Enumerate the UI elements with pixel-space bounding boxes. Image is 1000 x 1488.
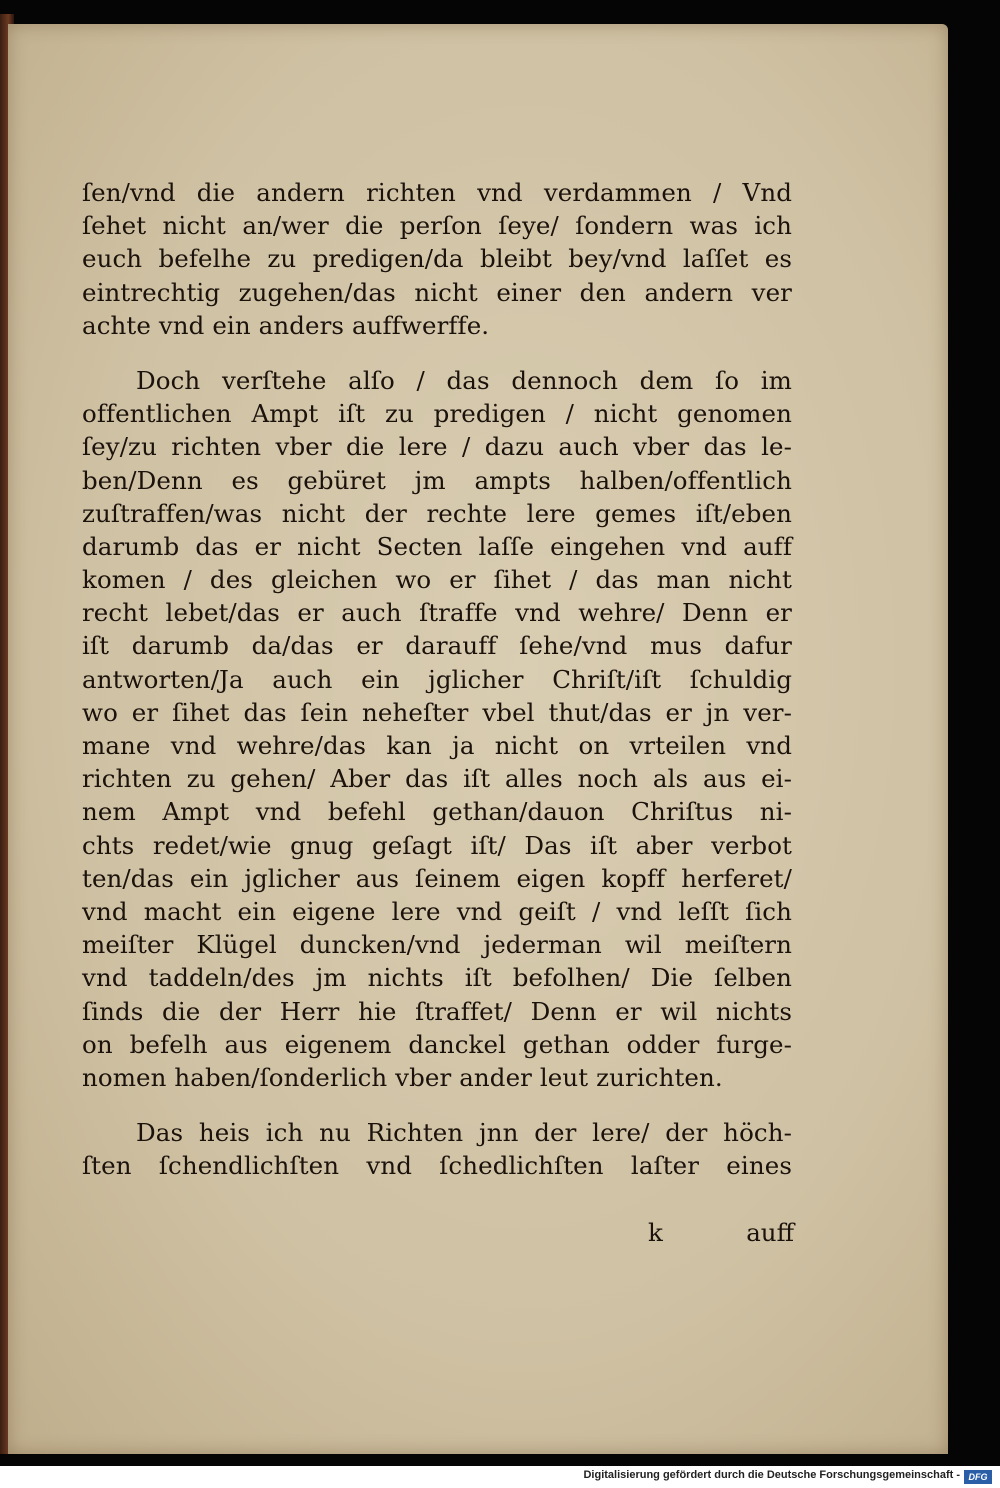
text-line: mane vnd wehre/das kan ja nicht on vrteilen vnd [82,731,792,760]
page-text [82,176,792,1182]
dfg-logo-icon: DFG [964,1470,992,1484]
text-line: richten zu gehen/ Aber das iſt alles noch als aus ei- [82,764,792,794]
text-line: wo er ſihet das ſein neheſter vbel thut/das er jn ver- [82,697,792,727]
text-line: ſey/zu richten vber die lere / dazu auch vber das le- [82,432,792,462]
text-line: komen / des gleichen wo er ſihet / das man nicht [82,565,792,595]
text-line: chts redet/wie gnug geſagt iſt/ Das iſt aber verbot [82,830,792,860]
signature-mark: k [648,1218,663,1247]
text-line: euch befelhe zu predigen/da bleibt bey/vnd laſſet es [82,244,792,274]
catchword: auff [746,1218,794,1247]
catchline [648,1216,794,1250]
text-line: recht lebet/das er auch ſtraffe vnd wehre/ Denn er [82,598,792,628]
text-line: achte vnd ein anders auffwerffe. [82,310,490,340]
text-line: ſinds die der Herr hie ſtraffet/ Denn er wil nichts [82,996,792,1026]
text-line: on befelh aus eigenem danckel gethan odder furge- [82,1029,792,1059]
text-line: meiſter Klügel duncken/vnd jederman wil meiſtern [82,930,792,960]
text-line: Doch verſtehe alſo / das dennoch dem ſo im [136,365,792,395]
text-line: offentlichen Ampt iſt zu predigen / nicht genomen [82,399,792,429]
text-line: nomen haben/ſonderlich vber ander leut zurichten. [82,1062,723,1092]
paragraph-1 [82,176,792,342]
text-line: vnd taddeln/des jm nichts iſt befolhen/ Die ſelben [82,963,792,993]
text-line: ben/Denn es gebüret jm ampts halben/offentlich [82,465,792,495]
text-line: vnd macht ein eigene lere vnd geiſt / vnd leſſt ſich [82,896,792,926]
text-line: ſten ſchendlichſten vnd ſchedlichſten laſter eines [82,1151,792,1181]
text-line: eintrechtig zugehen/das nicht einer den andern ver [82,277,792,307]
text-line: iſt darumb da/das er darauff ſehe/vnd mus dafur [82,631,792,661]
text-line: ſehet nicht an/wer die perſon ſeye/ ſondern was ich [82,211,792,241]
text-line: zuſtraffen/was nicht der rechte lere gemes iſt/eben [82,498,792,528]
text-line: antworten/Ja auch ein jglicher Chriſt/iſt ſchuldig [82,664,792,694]
footer-credit: Digitalisierung gefördert durch die Deutsche Forschungsgemeinschaft - [583,1469,960,1481]
text-line: darumb das er nicht Secten laſſe eingehen vnd auff [82,531,792,561]
paragraph-3 [82,1116,792,1182]
text-line: ſen/vnd die andern richten vnd verdammen / Vnd [82,178,792,207]
text-line: nem Ampt vnd befehl gethan/dauon Chriſtus ni- [82,797,792,827]
text-line: Das heis ich nu Richten jnn der lere/ der höch- [136,1118,792,1148]
footer-bar [0,1466,1000,1488]
paragraph-2 [82,364,792,1094]
text-line: ten/das ein jglicher aus ſeinem eigen kopff herferet/ [82,863,792,893]
book-page [8,24,948,1454]
